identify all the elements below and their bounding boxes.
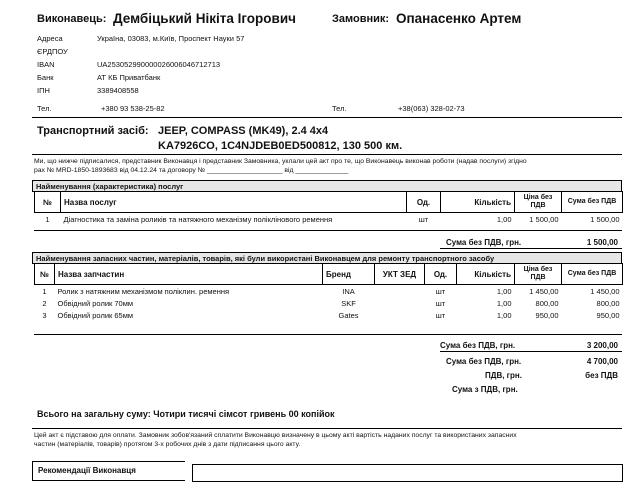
- customer-label: Замовник:: [332, 13, 390, 25]
- address-label: Адреса: [37, 34, 63, 43]
- iban-label: IBAN: [37, 60, 55, 69]
- col-qty: Кількість: [441, 192, 515, 213]
- vat-label: ПДВ, грн.: [485, 371, 522, 380]
- services-section-title: Найменування (характеристика) послуг: [32, 180, 622, 192]
- contractor-name: Дембіцький Нікіта Ігорович: [113, 11, 296, 26]
- ipn-value: 3389408558: [97, 86, 139, 95]
- iban-value: UA253052990000026006046712713: [97, 60, 221, 69]
- grand-sum-value: 4 700,00: [586, 357, 618, 366]
- col-service-name: Назва послуг: [61, 192, 407, 213]
- col-unit: Од.: [425, 264, 457, 285]
- contractor-phone: +380 93 538-25-82: [101, 104, 165, 113]
- bank-label: Банк: [37, 73, 54, 82]
- vehicle-label: Транспортний засіб:: [37, 125, 149, 137]
- header-divider: [32, 117, 622, 118]
- parts-section-title: Найменування запасних частин, матеріалів, товарів, які були використані Виконавцем для ремонту транспортного засобу: [32, 252, 622, 264]
- col-num: №: [35, 192, 61, 213]
- col-sum: Сума без ПДВ: [562, 192, 623, 213]
- grand-sum-label: Сума без ПДВ, грн.: [446, 357, 522, 366]
- col-part-name: Назва запчастин: [55, 264, 323, 285]
- recommendations-label: Рекомендації Виконавця: [38, 466, 136, 475]
- col-sum: Сума без ПДВ: [562, 264, 623, 285]
- vehicle-model: JEEP, COMPASS (MK49), 2.4 4x4: [158, 125, 329, 137]
- parts-header-row: [35, 264, 623, 285]
- services-header-row: [35, 192, 623, 213]
- ipn-label: ІПН: [37, 86, 50, 95]
- customer-tel-label: Тел.: [332, 104, 347, 113]
- vat-value: без ПДВ: [585, 371, 618, 380]
- payment-note-line-2: частин (матеріалів, товарів) протягом 3-х робочих днів з дати підписання цього акту.: [34, 441, 301, 448]
- payment-note-line-1: Цей акт є підставою для оплати. Замовник зобов'язаний сплатити Виконавцю визначену в цьому акті вартість наданих послуг та використаних запасних: [34, 432, 517, 439]
- services-total-value: 1 500,00: [586, 238, 618, 247]
- col-ukt: УКТ ЗЕД: [375, 264, 425, 285]
- col-price: Ціна без ПДВ: [515, 264, 562, 285]
- services-total-underline: [440, 248, 622, 249]
- sum-with-vat-label: Сума з ПДВ, грн.: [452, 385, 518, 394]
- recommendations-field[interactable]: [192, 464, 623, 482]
- recommendations-label-box: [32, 461, 185, 481]
- edrpou-label: ЄРДПОУ: [37, 47, 68, 56]
- table-row: 1 Ролик з натяжним механізмом поліклин. ремення INA шт 1,00 1 450,00 1 450,00: [42, 286, 620, 296]
- col-unit: Од.: [407, 192, 441, 213]
- col-price: Ціна без ПДВ: [515, 192, 562, 213]
- intro-line-1: Ми, що нижче підписалися, представник Виконавця і представник Замовника, уклали цей акт про те, що Виконавець виконав роботи (надав послуги) згідно: [34, 158, 527, 165]
- table-row: 2 Обвідний ролик 70мм SKF шт 1,00 800,00 800,00: [42, 298, 620, 308]
- services-row-divider: [34, 230, 622, 231]
- services-total-label: Сума без ПДВ, грн.: [446, 238, 522, 247]
- parts-total-underline: [440, 351, 622, 352]
- table-row: 1 Діагностика та заміна роликів та натяжного механізму поліклінового ремення шт 1,00 1 500,00 1 500,00: [45, 214, 620, 224]
- parts-table: [34, 263, 623, 321]
- services-table: [34, 191, 623, 225]
- address-value: Україна, 03083, м.Київ, Проспект Науки 57: [97, 34, 245, 43]
- contractor-tel-label: Тел.: [37, 104, 52, 113]
- vehicle-details: KA7926CO, 1C4NJDEB0ED500812, 130 500 км.: [158, 140, 403, 152]
- bank-value: АТ КБ Приватбанк: [97, 73, 161, 82]
- parts-total-label: Сума без ПДВ, грн.: [440, 341, 516, 350]
- footer-divider: [32, 428, 622, 429]
- customer-phone: +38(063) 328-02-73: [398, 104, 465, 113]
- parts-total-value: 3 200,00: [586, 341, 618, 350]
- col-brand: Бренд: [323, 264, 375, 285]
- vehicle-divider: [32, 154, 622, 155]
- col-qty: Кількість: [457, 264, 515, 285]
- contractor-label: Виконавець:: [37, 13, 107, 25]
- amount-in-words: Всього на загальну суму: Чотири тисячі сімсот гривень 00 копійок: [37, 409, 335, 419]
- parts-row-divider: [34, 334, 622, 335]
- intro-line-2: рах № MRD-1850-1893683 від 04.12.24 та договору № ____________________ від ______________: [34, 167, 349, 174]
- table-row: 3 Обвідний ролик 65мм Gates шт 1,00 950,00 950,00: [42, 310, 620, 320]
- customer-name: Опанасенко Артем: [396, 11, 522, 26]
- col-num: №: [35, 264, 55, 285]
